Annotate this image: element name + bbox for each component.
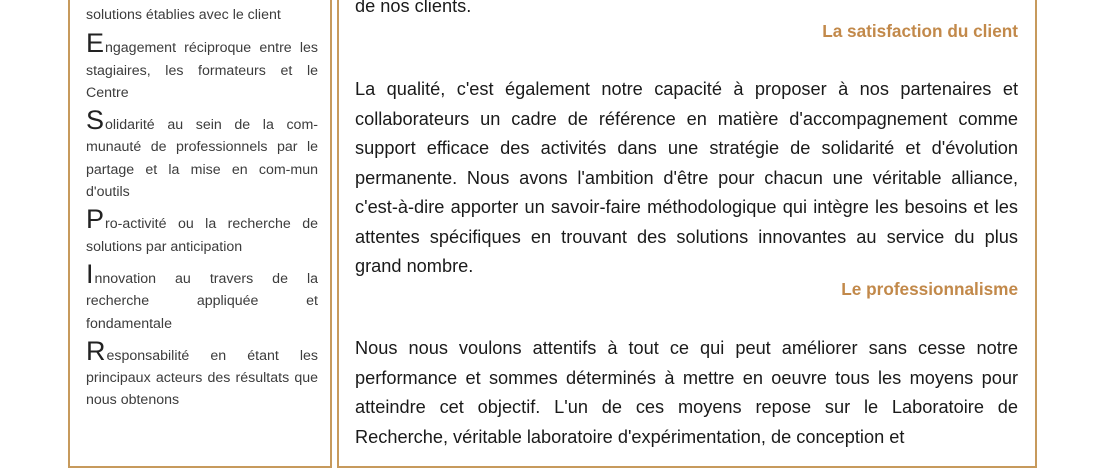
intro-tail: de nos clients. bbox=[355, 0, 472, 16]
value-initial: P bbox=[86, 204, 105, 235]
value-initial: R bbox=[86, 335, 106, 366]
value-innovation bbox=[86, 258, 318, 335]
value-proactivite bbox=[86, 204, 318, 258]
value-text: nnovation au travers de la recherche appliquée et fondamentale bbox=[86, 270, 318, 332]
values-list bbox=[86, 4, 318, 418]
value-initial: E bbox=[86, 28, 105, 59]
value-initial: I bbox=[86, 258, 94, 289]
paragraph-quality: La qualité, c'est également notre capacité à proposer à nos partenaires et collaborateurs un cadre de référence en matière d'accompagnement comme support efficace des activités dans une stratégie de solidarité et d'évolution permanente. Nous avons l'ambition d'être pour chacun une véritable alliance, c'est-à-dire apporter un savoir-faire méthodologique qui intègre les besoins et les attentes spécifiques en trouvant des solutions innovantes au service du plus grand nombre. bbox=[355, 79, 1018, 276]
value-responsabilite bbox=[86, 335, 318, 412]
value-text: ro-activité ou la recherche de solutions par anticipation bbox=[86, 216, 318, 255]
heading-professionalism: Le professionnalisme bbox=[841, 279, 1018, 299]
value-solidarite bbox=[86, 105, 318, 203]
paragraph-performance: Nous nous voulons attentifs à tout ce qui peut améliorer sans cesse notre performance et sommes déterminés à mettre en oeuvre tous les moyens pour atteindre cet objectif. L'un de ces moyens repose sur le Laboratoire de Recherche, véritable laboratoire d'expérimentation, de conception et bbox=[355, 338, 1018, 447]
value-engagement bbox=[86, 28, 318, 104]
values-sidebar bbox=[68, 0, 332, 468]
value-initial: S bbox=[86, 105, 105, 136]
value-text: olidarité au sein de la com-munauté de professionnels par le partage et la mise en com-mun d'outils bbox=[86, 117, 318, 201]
value-text: ngagement réciproque entre les stagiaires, les formateurs et le Centre bbox=[86, 40, 318, 101]
heading-satisfaction: La satisfaction du client bbox=[822, 21, 1018, 41]
value-text: esponsabilité en étant les principaux acteurs des résultats que nous obtenons bbox=[86, 347, 318, 409]
value-top-line: solutions établies avec le client bbox=[86, 7, 281, 23]
